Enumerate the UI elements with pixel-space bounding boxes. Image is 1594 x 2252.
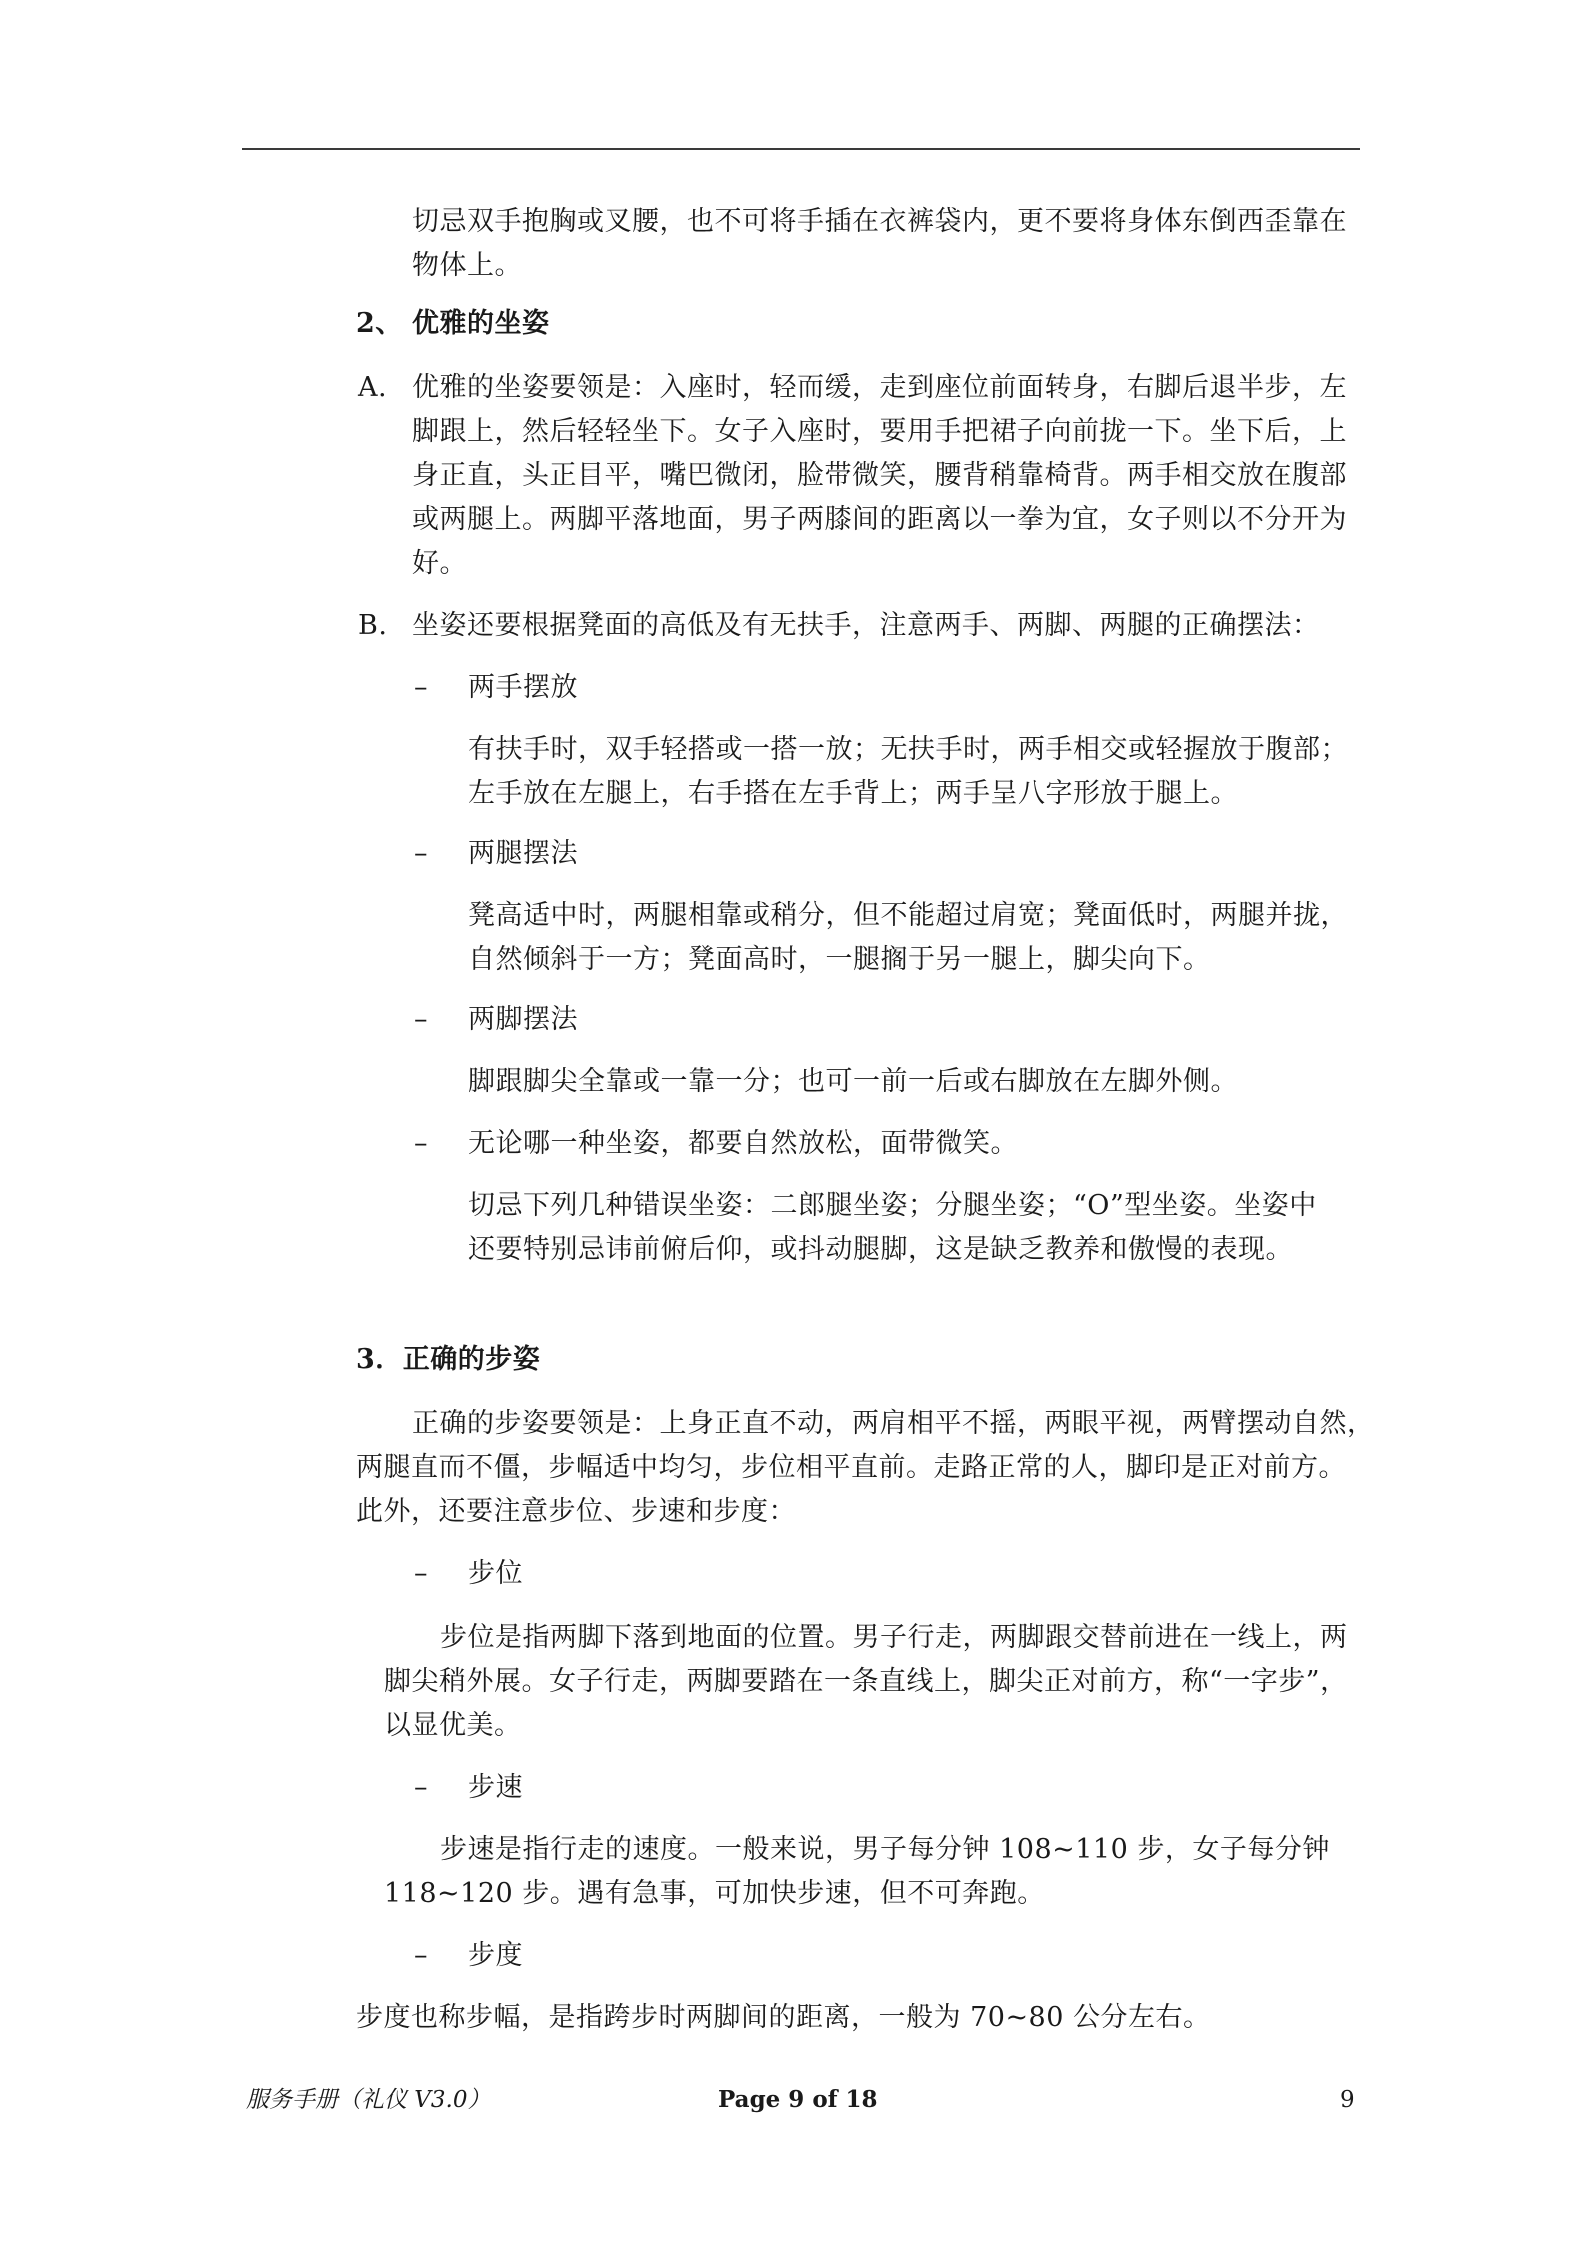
taboo-line-2: 还要特别忌讳前俯后仰，或抖动腿脚，这是缺乏教养和傲慢的表现。 xyxy=(468,1234,1293,1265)
item-b-marker: B. xyxy=(358,610,388,641)
section3-intro-line-2: 两腿直而不僵，步幅适中均匀，步位相平直前。走路正常的人，脚印是正对前方。 xyxy=(356,1452,1346,1483)
step-speed-line-2: 118~120 步。遇有急事，可加快步速，但不可奔跑。 xyxy=(384,1878,1045,1909)
sub-title-feet: 两脚摆法 xyxy=(468,1004,578,1035)
section3-intro-line-3: 此外，还要注意步位、步速和步度： xyxy=(356,1496,796,1527)
hands-line-2: 左手放在左腿上，右手搭在左手背上；两手呈八字形放于腿上。 xyxy=(468,778,1238,809)
dash-marker: – xyxy=(414,1558,428,1589)
step-position-line-2: 脚尖稍外展。女子行走，两脚要踏在一条直线上，脚尖正对前方，称“一字步”， xyxy=(384,1666,1348,1697)
item-a-line-5: 好。 xyxy=(412,548,467,579)
footer-page-count: Page 9 of 18 xyxy=(718,2086,878,2113)
dash-marker: – xyxy=(414,1128,428,1159)
legs-line-1: 凳高适中时，两腿相靠或稍分，但不能超过肩宽；凳面低时，两腿并拢， xyxy=(468,900,1348,931)
item-a-line-3: 身正直，头正目平，嘴巴微闭，脸带微笑，腰背稍靠椅背。两手相交放在腹部 xyxy=(412,460,1347,491)
section2-number: 2、 xyxy=(356,308,403,339)
intro-line-2: 物体上。 xyxy=(412,250,522,281)
step-position-line-1: 步位是指两脚下落到地面的位置。男子行走，两脚跟交替前进在一线上，两 xyxy=(440,1622,1348,1653)
dash-marker: – xyxy=(414,838,428,869)
sub-title-hands: 两手摆放 xyxy=(468,672,578,703)
sub-title-step-speed: 步速 xyxy=(468,1772,523,1803)
step-position-line-3: 以显优美。 xyxy=(384,1710,522,1741)
item-a-line-1: 优雅的坐姿要领是：入座时，轻而缓，走到座位前面转身，右脚后退半步，左 xyxy=(412,372,1347,403)
item-b-text: 坐姿还要根据凳面的高低及有无扶手，注意两手、两脚、两腿的正确摆法： xyxy=(412,610,1320,641)
sub-title-relaxed: 无论哪一种坐姿，都要自然放松，面带微笑。 xyxy=(468,1128,1018,1159)
header-rule xyxy=(242,148,1360,150)
sub-title-legs: 两腿摆法 xyxy=(468,838,578,869)
section2-title: 优雅的坐姿 xyxy=(412,308,550,339)
feet-line-1: 脚跟脚尖全靠或一靠一分；也可一前一后或右脚放在左脚外侧。 xyxy=(468,1066,1238,1097)
dash-marker: – xyxy=(414,1940,428,1971)
item-a-line-2: 脚跟上，然后轻轻坐下。女子入座时，要用手把裙子向前拢一下。坐下后，上 xyxy=(412,416,1347,447)
item-a-marker: A. xyxy=(358,372,388,403)
hands-line-1: 有扶手时，双手轻搭或一搭一放；无扶手时，两手相交或轻握放于腹部； xyxy=(468,734,1348,765)
dash-marker: – xyxy=(414,1772,428,1803)
step-speed-line-1: 步速是指行走的速度。一般来说，男子每分钟 108~110 步，女子每分钟 xyxy=(440,1834,1330,1865)
step-length-line-1: 步度也称步幅，是指跨步时两脚间的距离，一般为 70~80 公分左右。 xyxy=(356,2002,1211,2033)
sub-title-step-position: 步位 xyxy=(468,1558,523,1589)
section3-heading: 3．正确的步姿 xyxy=(356,1344,541,1375)
taboo-line-1: 切忌下列几种错误坐姿：二郎腿坐姿；分腿坐姿；“O”型坐姿。坐姿中 xyxy=(468,1190,1317,1221)
item-a-line-4: 或两腿上。两脚平落地面，男子两膝间的距离以一拳为宜，女子则以不分开为 xyxy=(412,504,1347,535)
intro-line-1: 切忌双手抱胸或叉腰，也不可将手插在衣裤袋内，更不要将身体东倒西歪靠在 xyxy=(412,206,1347,237)
footer-page-number: 9 xyxy=(1340,2087,1355,2113)
dash-marker: – xyxy=(414,672,428,703)
footer-document-title: 服务手册（礼仪 V3.0） xyxy=(246,2087,491,2113)
section3-intro-line-1: 正确的步姿要领是：上身正直不动，两肩相平不摇，两眼平视，两臂摆动自然， xyxy=(412,1408,1375,1439)
dash-marker: – xyxy=(414,1004,428,1035)
legs-line-2: 自然倾斜于一方；凳面高时，一腿搁于另一腿上，脚尖向下。 xyxy=(468,944,1211,975)
sub-title-step-length: 步度 xyxy=(468,1940,523,1971)
